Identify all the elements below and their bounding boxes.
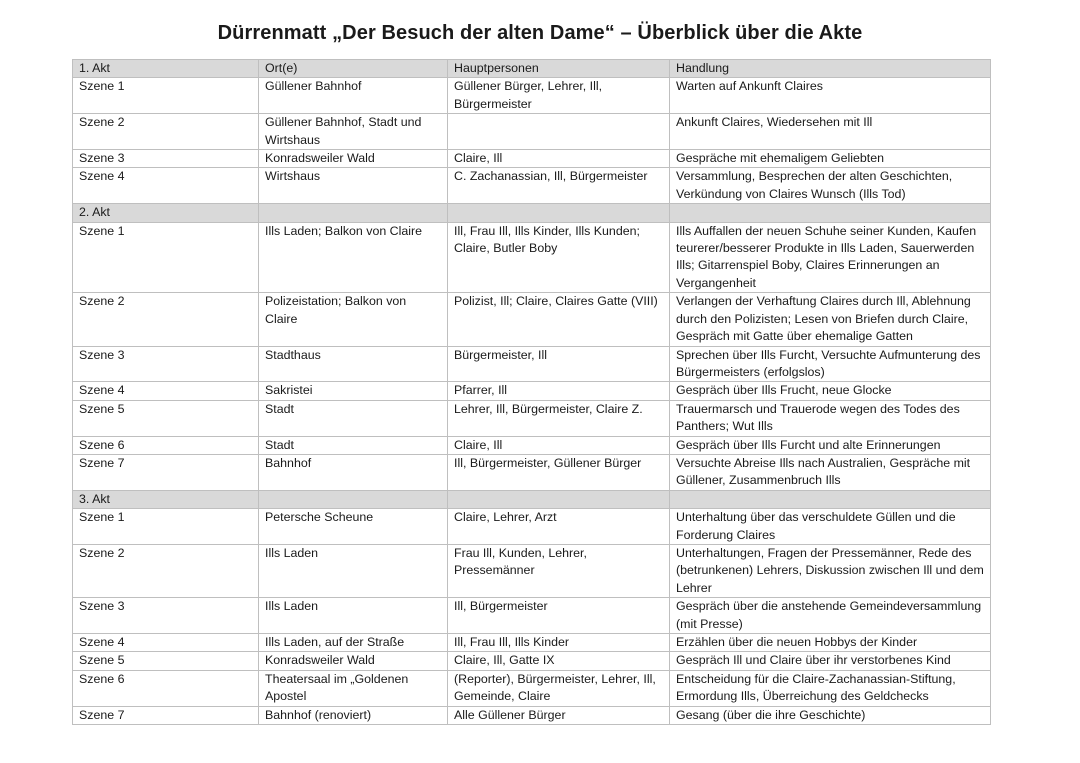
szene-cell: Szene 4 [73,382,259,400]
ort-cell: Ills Laden, auf der Straße [259,634,448,652]
ort-cell: Stadthaus [259,346,448,382]
szene-cell: Szene 6 [73,670,259,706]
table-row [73,706,991,724]
handlung-cell: Gespräch Ill und Claire über ihr verstorbenes Kind [670,652,991,670]
column-header-handlung: Handlung [670,60,991,78]
ort-cell: Konradsweiler Wald [259,150,448,168]
table-row [73,652,991,670]
ort-cell: Petersche Scheune [259,509,448,545]
personen-cell: Bürgermeister, Ill [448,346,670,382]
handlung-cell: Ankunft Claires, Wiedersehen mit Ill [670,114,991,150]
handlung-cell: Trauermarsch und Trauerode wegen des Todes des Panthers; Wut Ills [670,400,991,436]
ort-cell: Ills Laden [259,598,448,634]
szene-cell: Szene 4 [73,168,259,204]
szene-cell: Szene 1 [73,509,259,545]
act-3-label: 3. Akt [73,490,259,508]
szene-cell: Szene 7 [73,706,259,724]
handlung-cell: Gesang (über die ihre Geschichte) [670,706,991,724]
handlung-cell: Gespräch über die anstehende Gemeindeversammlung (mit Presse) [670,598,991,634]
personen-cell: Güllener Bürger, Lehrer, Ill, Bürgermeister [448,78,670,114]
ort-cell: Polizeistation; Balkon von Claire [259,293,448,346]
szene-cell: Szene 2 [73,293,259,346]
handlung-cell: Unterhaltung über das verschuldete Güllen und die Forderung Claires [670,509,991,545]
table-row [73,114,991,150]
personen-cell: Polizist, Ill; Claire, Claires Gatte (VIII) [448,293,670,346]
handlung-cell: Entscheidung für die Claire-Zachanassian-Stiftung, Ermordung Ills, Überreichung des Geldchecks [670,670,991,706]
ort-cell: Ills Laden; Balkon von Claire [259,222,448,293]
szene-cell: Szene 3 [73,598,259,634]
ort-cell: Güllener Bahnhof [259,78,448,114]
ort-cell: Güllener Bahnhof, Stadt und Wirtshaus [259,114,448,150]
ort-cell: Wirtshaus [259,168,448,204]
personen-cell: Ill, Frau Ill, Ills Kinder, Ills Kunden; Claire, Butler Boby [448,222,670,293]
personen-cell: (Reporter), Bürgermeister, Lehrer, Ill, Gemeinde, Claire [448,670,670,706]
handlung-cell: Gespräch über Ills Frucht, neue Glocke [670,382,991,400]
table-row [73,509,991,545]
handlung-cell: Warten auf Ankunft Claires [670,78,991,114]
personen-cell: Claire, Lehrer, Arzt [448,509,670,545]
personen-cell: Alle Güllener Bürger [448,706,670,724]
personen-cell: Ill, Frau Ill, Ills Kinder [448,634,670,652]
table-row [73,544,991,597]
personen-cell: Ill, Bürgermeister, Güllener Bürger [448,454,670,490]
table-row [73,346,991,382]
szene-cell: Szene 3 [73,346,259,382]
handlung-cell: Sprechen über Ills Furcht, Versuchte Aufmunterung des Bürgermeisters (erfolgslos) [670,346,991,382]
table-row [73,293,991,346]
table-row [73,78,991,114]
personen-cell: C. Zachanassian, Ill, Bürgermeister [448,168,670,204]
column-header-ort: Ort(e) [259,60,448,78]
ort-cell: Stadt [259,400,448,436]
act-1-header-row [73,60,991,78]
table-row [73,382,991,400]
act-2-header-row [73,204,991,222]
table-row [73,150,991,168]
personen-cell: Frau Ill, Kunden, Lehrer, Pressemänner [448,544,670,597]
handlung-cell: Verlangen der Verhaftung Claires durch Ill, Ablehnung durch den Polizisten; Lesen von Briefen durch Claire, Gespräch mit Gatte über ehemalige Gatten [670,293,991,346]
act-3-header-row [73,490,991,508]
szene-cell: Szene 1 [73,222,259,293]
table-row [73,436,991,454]
ort-cell: Bahnhof [259,454,448,490]
ort-cell: Bahnhof (renoviert) [259,706,448,724]
personen-cell: Claire, Ill [448,436,670,454]
personen-cell: Lehrer, Ill, Bürgermeister, Claire Z. [448,400,670,436]
ort-cell: Ills Laden [259,544,448,597]
personen-cell: Claire, Ill, Gatte IX [448,652,670,670]
handlung-cell: Gespräche mit ehemaligem Geliebten [670,150,991,168]
handlung-cell: Versuchte Abreise Ills nach Australien, Gespräche mit Güllener, Zusammenbruch Ills [670,454,991,490]
handlung-cell: Gespräch über Ills Furcht und alte Erinnerungen [670,436,991,454]
personen-cell: Claire, Ill [448,150,670,168]
personen-cell: Pfarrer, Ill [448,382,670,400]
ort-cell: Theatersaal im „Goldenen Apostel [259,670,448,706]
szene-cell: Szene 5 [73,400,259,436]
szene-cell: Szene 6 [73,436,259,454]
table-row [73,168,991,204]
ort-cell: Stadt [259,436,448,454]
column-header-hauptpersonen: Hauptpersonen [448,60,670,78]
ort-cell: Sakristei [259,382,448,400]
table-row [73,634,991,652]
szene-cell: Szene 5 [73,652,259,670]
table-row [73,670,991,706]
szene-cell: Szene 4 [73,634,259,652]
szene-cell: Szene 1 [73,78,259,114]
handlung-cell: Unterhaltungen, Fragen der Pressemänner, Rede des (betrunkenen) Lehrers, Diskussion zwischen Ill und dem Lehrer [670,544,991,597]
personen-cell [448,114,670,150]
handlung-cell: Ills Auffallen der neuen Schuhe seiner Kunden, Kaufen teurerer/besserer Produkte in Ills Laden, Sauerwerden Ills; Gitarrenspiel Boby, Claires Erinnerungen an Vergangenheit [670,222,991,293]
act-1-label: 1. Akt [73,60,259,78]
handlung-cell: Versammlung, Besprechen der alten Geschichten, Verkündung von Claires Wunsch (Ills Tod) [670,168,991,204]
table-row [73,222,991,293]
table-row [73,400,991,436]
personen-cell: Ill, Bürgermeister [448,598,670,634]
page-title: Dürrenmatt „Der Besuch der alten Dame“ – Überblick über die Akte [217,22,863,44]
ort-cell: Konradsweiler Wald [259,652,448,670]
act-2-label: 2. Akt [73,204,259,222]
szene-cell: Szene 2 [73,544,259,597]
szene-cell: Szene 2 [73,114,259,150]
szene-cell: Szene 3 [73,150,259,168]
szene-cell: Szene 7 [73,454,259,490]
acts-overview-table [72,59,991,725]
table-row [73,598,991,634]
table-row [73,454,991,490]
handlung-cell: Erzählen über die neuen Hobbys der Kinder [670,634,991,652]
